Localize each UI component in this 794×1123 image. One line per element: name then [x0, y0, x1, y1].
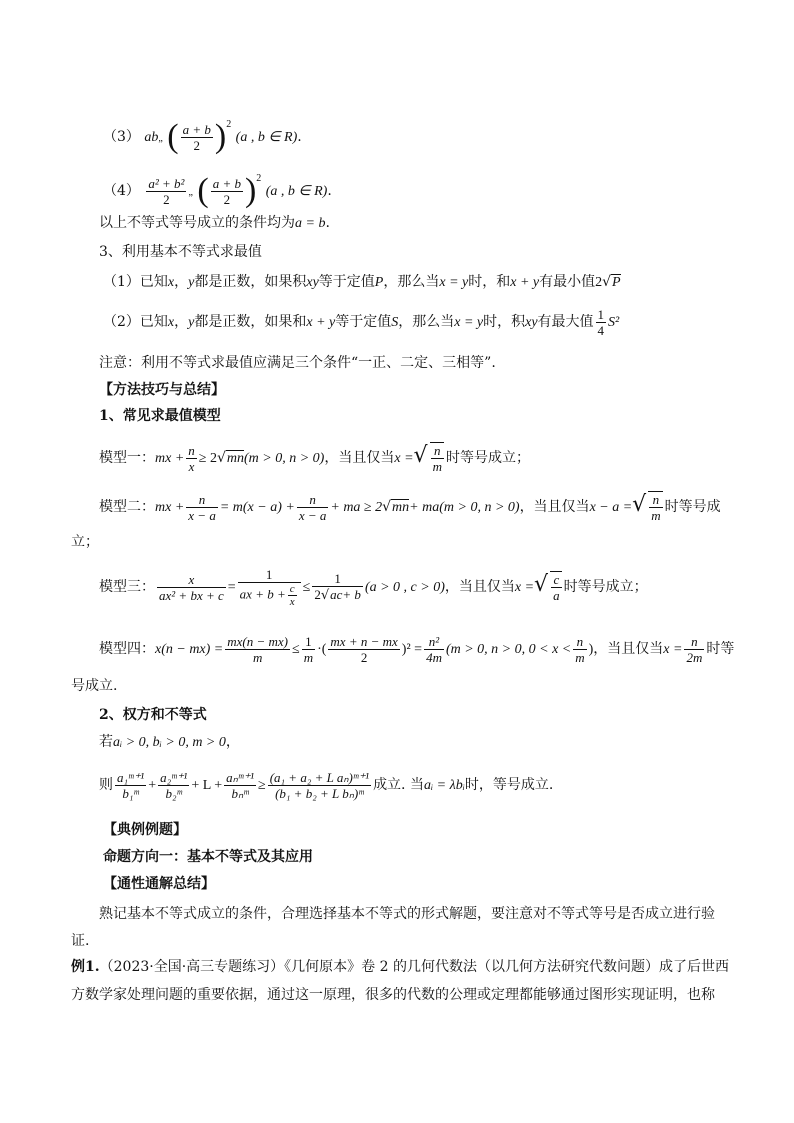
formula: mx +	[155, 451, 185, 466]
fraction	[211, 176, 243, 207]
model-4	[99, 630, 734, 668]
fraction	[648, 491, 662, 523]
denominator: m	[651, 508, 661, 523]
var: x	[167, 315, 175, 330]
denominator: m	[432, 459, 442, 474]
numerator: c	[551, 572, 562, 588]
numerator: n	[186, 492, 218, 508]
example-heading: 【典例例题】	[103, 822, 187, 838]
text: 有最大值	[537, 314, 594, 330]
power-mean-condition	[99, 733, 240, 752]
numerator: a + b	[212, 175, 241, 191]
condition: aᵢ > 0, bᵢ > 0, m > 0	[113, 735, 226, 750]
var: P	[374, 275, 384, 290]
denominator: a	[553, 588, 560, 603]
fraction	[157, 572, 226, 603]
section3-item-1	[103, 270, 621, 294]
condition: (a > 0 , c > 0)	[364, 580, 445, 595]
text: ，那么当	[398, 314, 455, 330]
numerator: 1	[312, 571, 363, 587]
formula: x + y	[510, 275, 540, 290]
general-text-line-1: 熟记基本不等式成立的条件，合理选择基本不等式的形式解题，要注意对不等式等号是否成立进行验	[99, 906, 715, 922]
numerator: aₙᵐ⁺¹	[226, 769, 255, 785]
text: ，	[225, 734, 240, 750]
var: y	[188, 275, 195, 290]
relation: ≤	[302, 580, 311, 595]
fraction	[186, 443, 197, 474]
text: 成立. 当	[373, 777, 424, 793]
radicand: mn	[226, 451, 245, 466]
text: 都是正数，如果和	[194, 314, 307, 330]
exponent: 2	[226, 119, 232, 130]
general-text-line-2: 证.	[71, 933, 90, 949]
left-paren: (	[167, 118, 179, 155]
coef: 2	[595, 275, 603, 290]
numerator: n²	[424, 634, 444, 650]
model-4-wrap: 号成立.	[71, 678, 118, 694]
numerator: n	[649, 492, 662, 508]
example-label: 例1.	[71, 959, 100, 975]
fraction	[146, 176, 186, 207]
numerator: x	[157, 572, 226, 588]
relation: ≤	[292, 642, 300, 657]
formula: )² =	[401, 642, 423, 657]
numerator: 1	[597, 306, 605, 322]
radical-sign: √	[216, 450, 226, 466]
example-1-line-2: 方数学家处理问题的重要依据，通过这一原理，很多的代数的公理或定理都能够通过图形实现证明，也称	[71, 987, 715, 1003]
radical-sign: √	[320, 588, 330, 603]
model-1	[99, 438, 530, 474]
numerator: n	[188, 442, 195, 458]
radical-sign: √	[632, 492, 647, 517]
var: xy	[306, 275, 319, 290]
numerator: c	[289, 582, 295, 595]
formula: x = y	[439, 275, 469, 290]
denominator-part: ax + b +	[239, 585, 286, 601]
formula: mx +	[155, 500, 185, 515]
model-label: 模型四：	[99, 641, 155, 657]
formula: x =	[663, 642, 683, 657]
fraction	[550, 571, 562, 603]
section3-title: 3、利用基本不等式求最值	[99, 244, 262, 260]
period: .	[297, 129, 302, 145]
text: 时，和	[468, 274, 511, 290]
denominator: 2	[223, 191, 231, 207]
radicand: ac	[330, 587, 343, 602]
formula: x(n − mx) =	[155, 642, 224, 657]
radical-sign: √	[602, 274, 612, 290]
relation-symbol: „	[158, 133, 163, 144]
direction-1: 命题方向一：基本不等式及其应用	[103, 849, 313, 865]
var: xy	[525, 315, 538, 330]
denominator-part: 2	[314, 587, 321, 602]
formula: + ma ≥ 2	[330, 500, 383, 515]
inequality-item-4	[103, 160, 332, 209]
fraction	[225, 634, 290, 665]
text: ，那么当	[383, 274, 440, 290]
fraction	[573, 634, 586, 665]
condition: )	[588, 642, 594, 657]
formula: x =	[394, 451, 414, 466]
fraction	[424, 634, 444, 665]
example-1-line-1	[71, 958, 729, 976]
model-label: 模型二：	[99, 499, 155, 515]
denominator: 2	[193, 137, 200, 153]
formula: x − a =	[589, 500, 633, 515]
denominator	[312, 587, 363, 603]
relation-symbol: „	[188, 187, 193, 198]
model-label: 模型三：	[99, 579, 155, 595]
general-heading: 【通性通解总结】	[103, 876, 215, 892]
condition: (a , b ∈ R)	[265, 184, 328, 199]
numerator: 1	[302, 634, 315, 650]
numerator: n	[684, 634, 704, 650]
denominator: 4m	[426, 649, 442, 665]
denominator: 2m	[686, 649, 703, 665]
method-heading: 【方法技巧与总结】	[99, 382, 225, 398]
denominator: x	[289, 595, 295, 608]
fraction	[684, 634, 704, 665]
fraction	[181, 122, 213, 153]
text: 等于定值	[335, 314, 392, 330]
text: （1）已知	[103, 274, 168, 290]
fraction	[238, 567, 301, 608]
item-label: （4）	[103, 183, 140, 199]
numerator: n	[573, 634, 586, 650]
denominator: (b₁ + b₂ + L bₙ)ᵐ	[275, 785, 364, 801]
formula: ≥ 2	[198, 451, 217, 466]
denominator: x − a	[188, 507, 216, 523]
text: 则	[99, 777, 113, 793]
numerator: n	[431, 443, 444, 459]
model-2-wrap: 立；	[71, 534, 99, 550]
numerator: a + b	[182, 121, 211, 137]
model-3	[99, 563, 648, 607]
fraction	[312, 571, 363, 603]
numerator: a₂ᵐ⁺¹	[160, 769, 188, 785]
formula: ·(	[317, 642, 327, 657]
radicand: P	[612, 275, 621, 290]
condition: (a , b ∈ R)	[235, 130, 298, 145]
text: 时，积	[483, 314, 526, 330]
plus: + L +	[191, 778, 223, 793]
var: y	[188, 315, 195, 330]
item-label: （3）	[103, 129, 140, 145]
fraction	[115, 770, 146, 801]
plus: +	[148, 778, 157, 793]
text: 时等号成	[664, 499, 721, 515]
denominator: m	[252, 649, 263, 665]
formula: x = y	[454, 315, 484, 330]
radical-sign: √	[382, 499, 392, 515]
numerator: 1	[238, 567, 301, 583]
condition: (m > 0, n > 0)	[244, 451, 325, 466]
fraction	[596, 307, 607, 338]
equality-note	[99, 214, 330, 233]
text: ，当且仅当	[324, 450, 395, 466]
equality-condition: a = b	[295, 216, 326, 231]
radical-sign: √	[413, 443, 428, 468]
left-paren: (	[197, 172, 209, 209]
equals: =	[227, 580, 236, 595]
condition: aᵢ = λbᵢ	[423, 778, 465, 793]
denominator	[238, 583, 301, 608]
formula: S²	[608, 315, 620, 330]
text: 时等号成立；	[563, 579, 648, 595]
denominator: x	[188, 458, 195, 474]
model-2	[99, 487, 721, 523]
model-label: 模型一：	[99, 450, 155, 466]
exponent: 2	[256, 173, 262, 184]
text: ，当且仅当	[519, 499, 590, 515]
numerator: a² + b²	[148, 175, 185, 191]
condition: (m > 0, n > 0, 0 < x <	[445, 642, 572, 657]
fraction	[268, 770, 371, 801]
attention-note: 注意：利用不等式求最值应满足三个条件“一正、二定、三相等”.	[99, 355, 496, 371]
fraction	[224, 770, 256, 801]
numerator: a₁ᵐ⁺¹	[117, 769, 145, 785]
text: ，当且仅当	[444, 579, 515, 595]
fraction	[302, 634, 315, 665]
formula: x =	[514, 580, 535, 595]
subsection-1-title: 1、常见求最值模型	[99, 408, 221, 424]
numerator: (a₁ + a₂ + L aₙ)ᵐ⁺¹	[269, 769, 370, 785]
formula: x + y	[306, 315, 336, 330]
fraction	[297, 492, 329, 523]
subsection-2-title: 2、权方和不等式	[99, 707, 207, 723]
radicand: mn	[392, 500, 410, 515]
text: （2）已知	[103, 314, 168, 330]
period: .	[327, 183, 332, 199]
denominator: m	[303, 649, 314, 665]
text: 时等号成立；	[445, 450, 530, 466]
denominator: ax² + bx + c	[159, 587, 224, 603]
denominator: m	[575, 649, 585, 665]
formula: + ma(m > 0, n > 0)	[409, 500, 520, 515]
text: ，	[174, 274, 189, 290]
denominator: 4	[597, 322, 605, 338]
denominator: 2	[360, 649, 368, 665]
var: x	[167, 275, 175, 290]
denominator: 2	[163, 191, 170, 207]
denominator: b₂ᵐ	[165, 785, 182, 801]
text: 有最小值	[539, 274, 596, 290]
text: ，	[174, 314, 189, 330]
var: S	[391, 315, 399, 330]
example-text: （2023·全国·高三专题练习）《几何原本》卷 2 的几何代数法（以几何方法研究代数问题）成了后世西	[99, 959, 729, 975]
text: 等于定值	[318, 274, 375, 290]
text: ，当且仅当	[593, 641, 664, 657]
numerator: n	[297, 492, 329, 508]
denominator: x − a	[298, 507, 327, 523]
period: .	[325, 215, 330, 231]
denominator: b₁ᵐ	[122, 785, 139, 801]
numerator: mx + n − mx	[330, 633, 398, 649]
text: 都是正数，如果积	[194, 274, 307, 290]
fraction	[288, 583, 297, 608]
section3-item-2	[103, 306, 619, 338]
formula: = m(x − a) +	[219, 500, 295, 515]
right-paren: )	[244, 172, 257, 209]
fraction	[158, 770, 189, 801]
fraction	[186, 492, 218, 523]
text: 时等	[706, 641, 735, 657]
denominator-part: + b	[342, 587, 361, 602]
text: 时，等号成立.	[464, 777, 554, 793]
numerator: mx(n − mx)	[227, 633, 289, 649]
text: 若	[99, 734, 113, 750]
fraction	[430, 442, 444, 474]
inequality-item-3	[103, 108, 302, 155]
power-mean-inequality	[99, 763, 553, 807]
note-text: 以上不等式等号成立的条件均为	[99, 215, 295, 231]
radical-sign: √	[534, 572, 549, 597]
right-paren: )	[214, 118, 227, 155]
relation: ≥	[258, 778, 266, 793]
fraction	[328, 634, 399, 665]
denominator: bₙᵐ	[231, 785, 249, 801]
formula-text: ab	[144, 130, 159, 145]
